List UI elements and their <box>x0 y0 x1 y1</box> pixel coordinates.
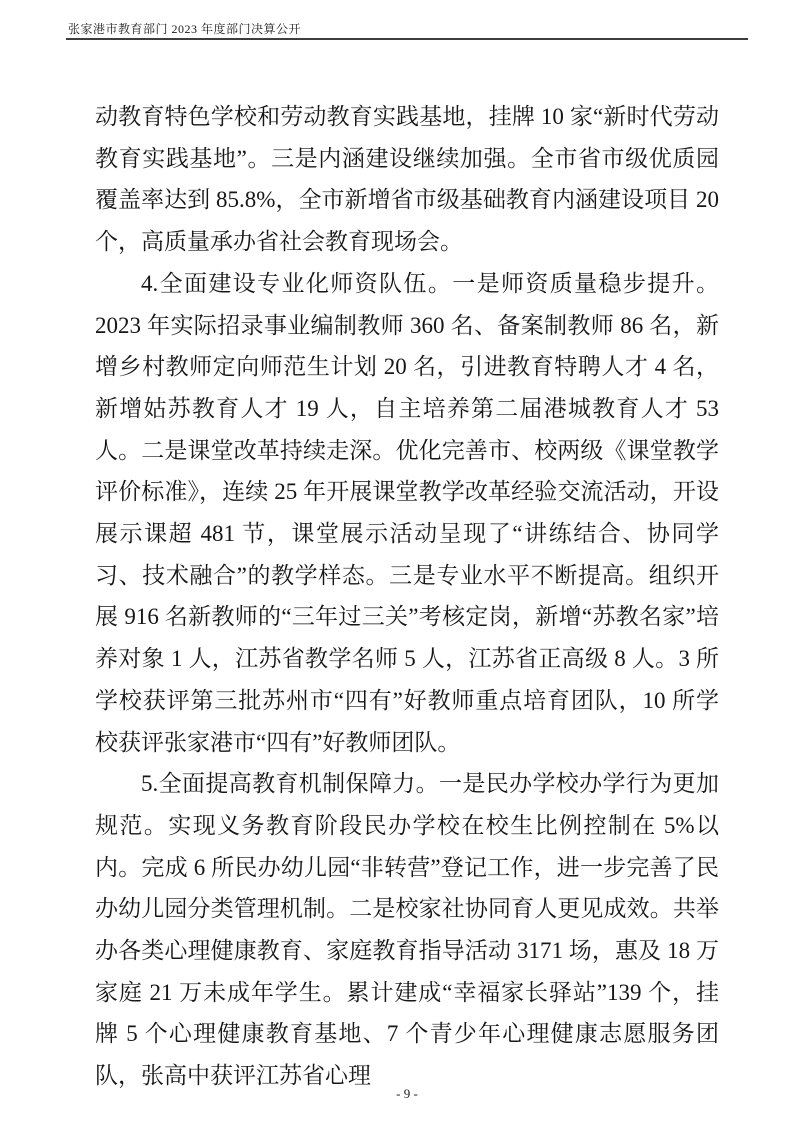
body-paragraph-section-5: 5.全面提高教育机制保障力。一是民办学校办学行为更加规范。实现义务教育阶段民办学校在校生比例控制在 5%以内。完成 6 所民办幼儿园“非转营”登记工作，进一步完善了民办幼儿园分类管理机制。二是校家社协同育人更见成效。共举办各类心理健康教育、家庭教育指导活动 3171 场，惠及 18 万家庭 21 万未成年学生。累计建成“幸福家长驿站”139 个，挂牌 5 个心理健康教育基地、7 个青少年心理健康志愿服务团队，张高中获评江苏省心理 <box>95 771 719 1089</box>
header-rule <box>66 38 748 40</box>
body-paragraph-section-4: 4.全面建设专业化师资队伍。一是师资质量稳步提升。2023 年实际招录事业编制教师 360 名、备案制教师 86 名，新增乡村教师定向师范生计划 20 名，引进教育特聘人才 4 名，新增姑苏教育人才 19 人，自主培养第二届港城教育人才 53 人。二是课堂改革持续走深。优化完善市、校两级《课堂教学评价标准》，连续 25 年开展课堂教学改革经验交流活动，开设展示课超 481 节，课堂展示活动呈现了“讲练结合、协同学习、技术融合”的教学样态。三是专业水平不断提高。组织开展 916 名新教师的“三年过三关”考核定岗，新增“苏教名家”培养对象 1 人，江苏省教学名师 5 人，江苏省正高级 8 人。3 所学校获评第三批苏州市“四有”好教师重点培育团队，10 所学校获评张家港市“四有”好教师团队。 <box>95 270 720 755</box>
header-title: 张家港市教育部门 2023 年度部门决算公开 <box>68 22 302 36</box>
body-paragraph-continuation: 动教育特色学校和劳动教育实践基地，挂牌 10 家“新时代劳动教育实践基地”。三是内涵建设继续加强。全市省市级优质园覆盖率达到 85.8%，全市新增省市级基础教育内涵建设项目 20 个，高质量承办省社会教育现场会。 <box>95 104 719 255</box>
document-body <box>95 96 719 1097</box>
page-number: - 9 - <box>396 1086 418 1101</box>
page-footer <box>66 1086 748 1102</box>
